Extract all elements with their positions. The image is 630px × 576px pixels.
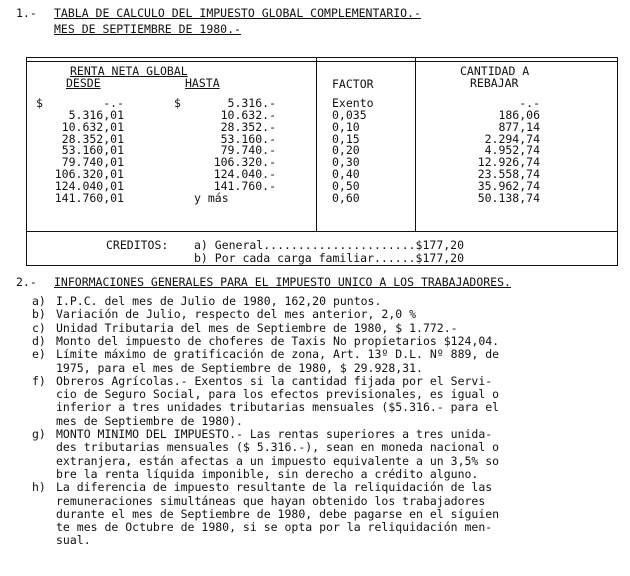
info-item-line: remuneraciones simultáneas que hayan obtenido los trabajadores <box>56 494 486 508</box>
section1-number: 1.- <box>16 6 37 20</box>
info-item-line: extranjera, están afectas a un impuesto equivalente a un 3,5% so <box>56 454 500 468</box>
rebajar-value: 12.926,74 <box>477 155 540 169</box>
info-item-line: MONTO MINIMO DEL IMPUESTO.- Las rentas superiores a tres unida- <box>56 427 493 441</box>
info-item-line: sual. <box>56 533 91 547</box>
creditos-label: CREDITOS: <box>106 238 169 252</box>
info-item-letter: a) <box>32 294 46 308</box>
factor-value: 0,30 <box>332 155 360 169</box>
factor-value: 0,15 <box>332 132 360 146</box>
table-credits-separator <box>26 231 618 232</box>
info-item-letter: d) <box>32 334 46 348</box>
info-item-line: Obreros Agrícolas.- Exentos si la cantidad fijada por el Servi- <box>56 374 493 388</box>
credito-general: a) General......................$177,20 <box>194 238 465 252</box>
info-item-letter: h) <box>32 480 46 494</box>
factor-value: 0,40 <box>332 167 360 181</box>
factor-value: 0,10 <box>332 120 360 134</box>
table-divider-factor <box>316 57 317 231</box>
header-desde: DESDE <box>66 76 101 90</box>
table-top-inner-line <box>26 61 618 62</box>
desde-value: 10.632,01 <box>61 120 124 134</box>
desde-value: 124.040,01 <box>54 179 124 193</box>
desde-prefix: $ <box>36 96 43 110</box>
hasta-value: 124.040.- <box>213 167 276 181</box>
factor-value: 0,50 <box>332 179 360 193</box>
info-item-line: durante el mes de Septiembre de 1980, debe pagarse en el siguien <box>56 507 500 521</box>
info-item-line: te mes de Octubre de 1980, si se opta por la reliquidación men- <box>56 520 493 534</box>
hasta-value: 79.740.- <box>220 143 276 157</box>
hasta-value: 10.632.- <box>220 108 276 122</box>
hasta-value: 106.320.- <box>213 155 276 169</box>
rebajar-value: 23.558,74 <box>477 167 540 181</box>
desde-value: 106.320,01 <box>54 167 124 181</box>
section2-number: 2.- <box>16 275 37 289</box>
info-item-letter: g) <box>32 427 46 441</box>
hasta-value: y más <box>194 191 229 205</box>
rebajar-value: 2.294,74 <box>484 132 540 146</box>
info-item-letter: f) <box>32 374 46 388</box>
info-item-line: La diferencia de impuesto resultante de la reliquidación de las <box>56 480 493 494</box>
desde-value: 5.316,01 <box>68 108 124 122</box>
header-factor: FACTOR <box>332 77 374 91</box>
info-item-line: 1975, para el mes de Septiembre de 1980, $ 29.928,31. <box>56 361 423 375</box>
table-divider-rebajar <box>415 57 416 231</box>
info-item-line: Monto del impuesto de choferes de Taxis No propietarios $124,04. <box>56 334 500 348</box>
credito-carga-familiar: b) Por cada carga familiar......$177,20 <box>194 251 465 265</box>
info-item-line: cio de Seguro Social, para los efectos previsionales, es igual o <box>56 387 500 401</box>
hasta-prefix: $ <box>174 96 181 110</box>
section1-title-line1: TABLA DE CALCULO DEL IMPUESTO GLOBAL COMPLEMENTARIO.- <box>54 6 421 20</box>
info-item-line: des tributarias mensuales ($ 5.316.-), sean en moneda nacional o <box>56 440 500 454</box>
factor-value: 0,20 <box>332 143 360 157</box>
info-item-letter: c) <box>32 321 46 335</box>
header-cantidad-1: CANTIDAD A <box>460 64 530 78</box>
rebajar-value: 35.962,74 <box>477 179 540 193</box>
info-item-line: I.P.C. del mes de Julio de 1980, 162,20 puntos. <box>56 294 382 308</box>
header-cantidad-2: REBAJAR <box>470 76 519 90</box>
rebajar-value: 186,06 <box>498 108 540 122</box>
hasta-value: 28.352.- <box>220 120 276 134</box>
factor-value: 0,60 <box>332 191 360 205</box>
header-renta: RENTA NETA GLOBAL <box>70 64 188 78</box>
hasta-value: 5.316.- <box>227 96 276 110</box>
info-item-line: inferior a tres unidades tributarias mensuales ($5.316.- para el <box>56 400 500 414</box>
hasta-value: 141.760.- <box>213 179 276 193</box>
info-item-line: Límite máximo de gratificación de zona, Art. 13º D.L. Nº 889, de <box>56 347 500 361</box>
rebajar-value: 50.138,74 <box>477 191 540 205</box>
info-item-letter: e) <box>32 347 46 361</box>
desde-value: 28.352,01 <box>61 132 124 146</box>
hasta-value: 53.160.- <box>220 132 276 146</box>
desde-value: 53.160,01 <box>61 143 124 157</box>
rebajar-value: 4.952,74 <box>484 143 540 157</box>
info-item-line: bre la renta líquida imponible, sin derecho a crédito alguno. <box>56 467 479 481</box>
info-item-line: Variación de Julio, respecto del mes anterior, 2,0 % <box>56 307 417 321</box>
info-item-line: mes de Septiembre de 1980). <box>56 414 243 428</box>
desde-value: 141.760,01 <box>54 191 124 205</box>
header-hasta: HASTA <box>185 76 220 90</box>
factor-value: Exento <box>332 96 374 110</box>
section1-title-line2: MES DE SEPTIEMBRE DE 1980.- <box>54 22 241 36</box>
info-item-line: Unidad Tributaria del mes de Septiembre de 1980, $ 1.772.- <box>56 321 458 335</box>
factor-value: 0,035 <box>332 108 367 122</box>
desde-value: 79.740,01 <box>61 155 124 169</box>
section2-title: INFORMACIONES GENERALES PARA EL IMPUESTO UNICO A LOS TRABAJADORES. <box>54 275 511 289</box>
rebajar-value: 877,14 <box>498 120 540 134</box>
rebajar-value: -.- <box>519 96 540 110</box>
info-item-letter: b) <box>32 307 46 321</box>
desde-value: -.- <box>103 96 124 110</box>
